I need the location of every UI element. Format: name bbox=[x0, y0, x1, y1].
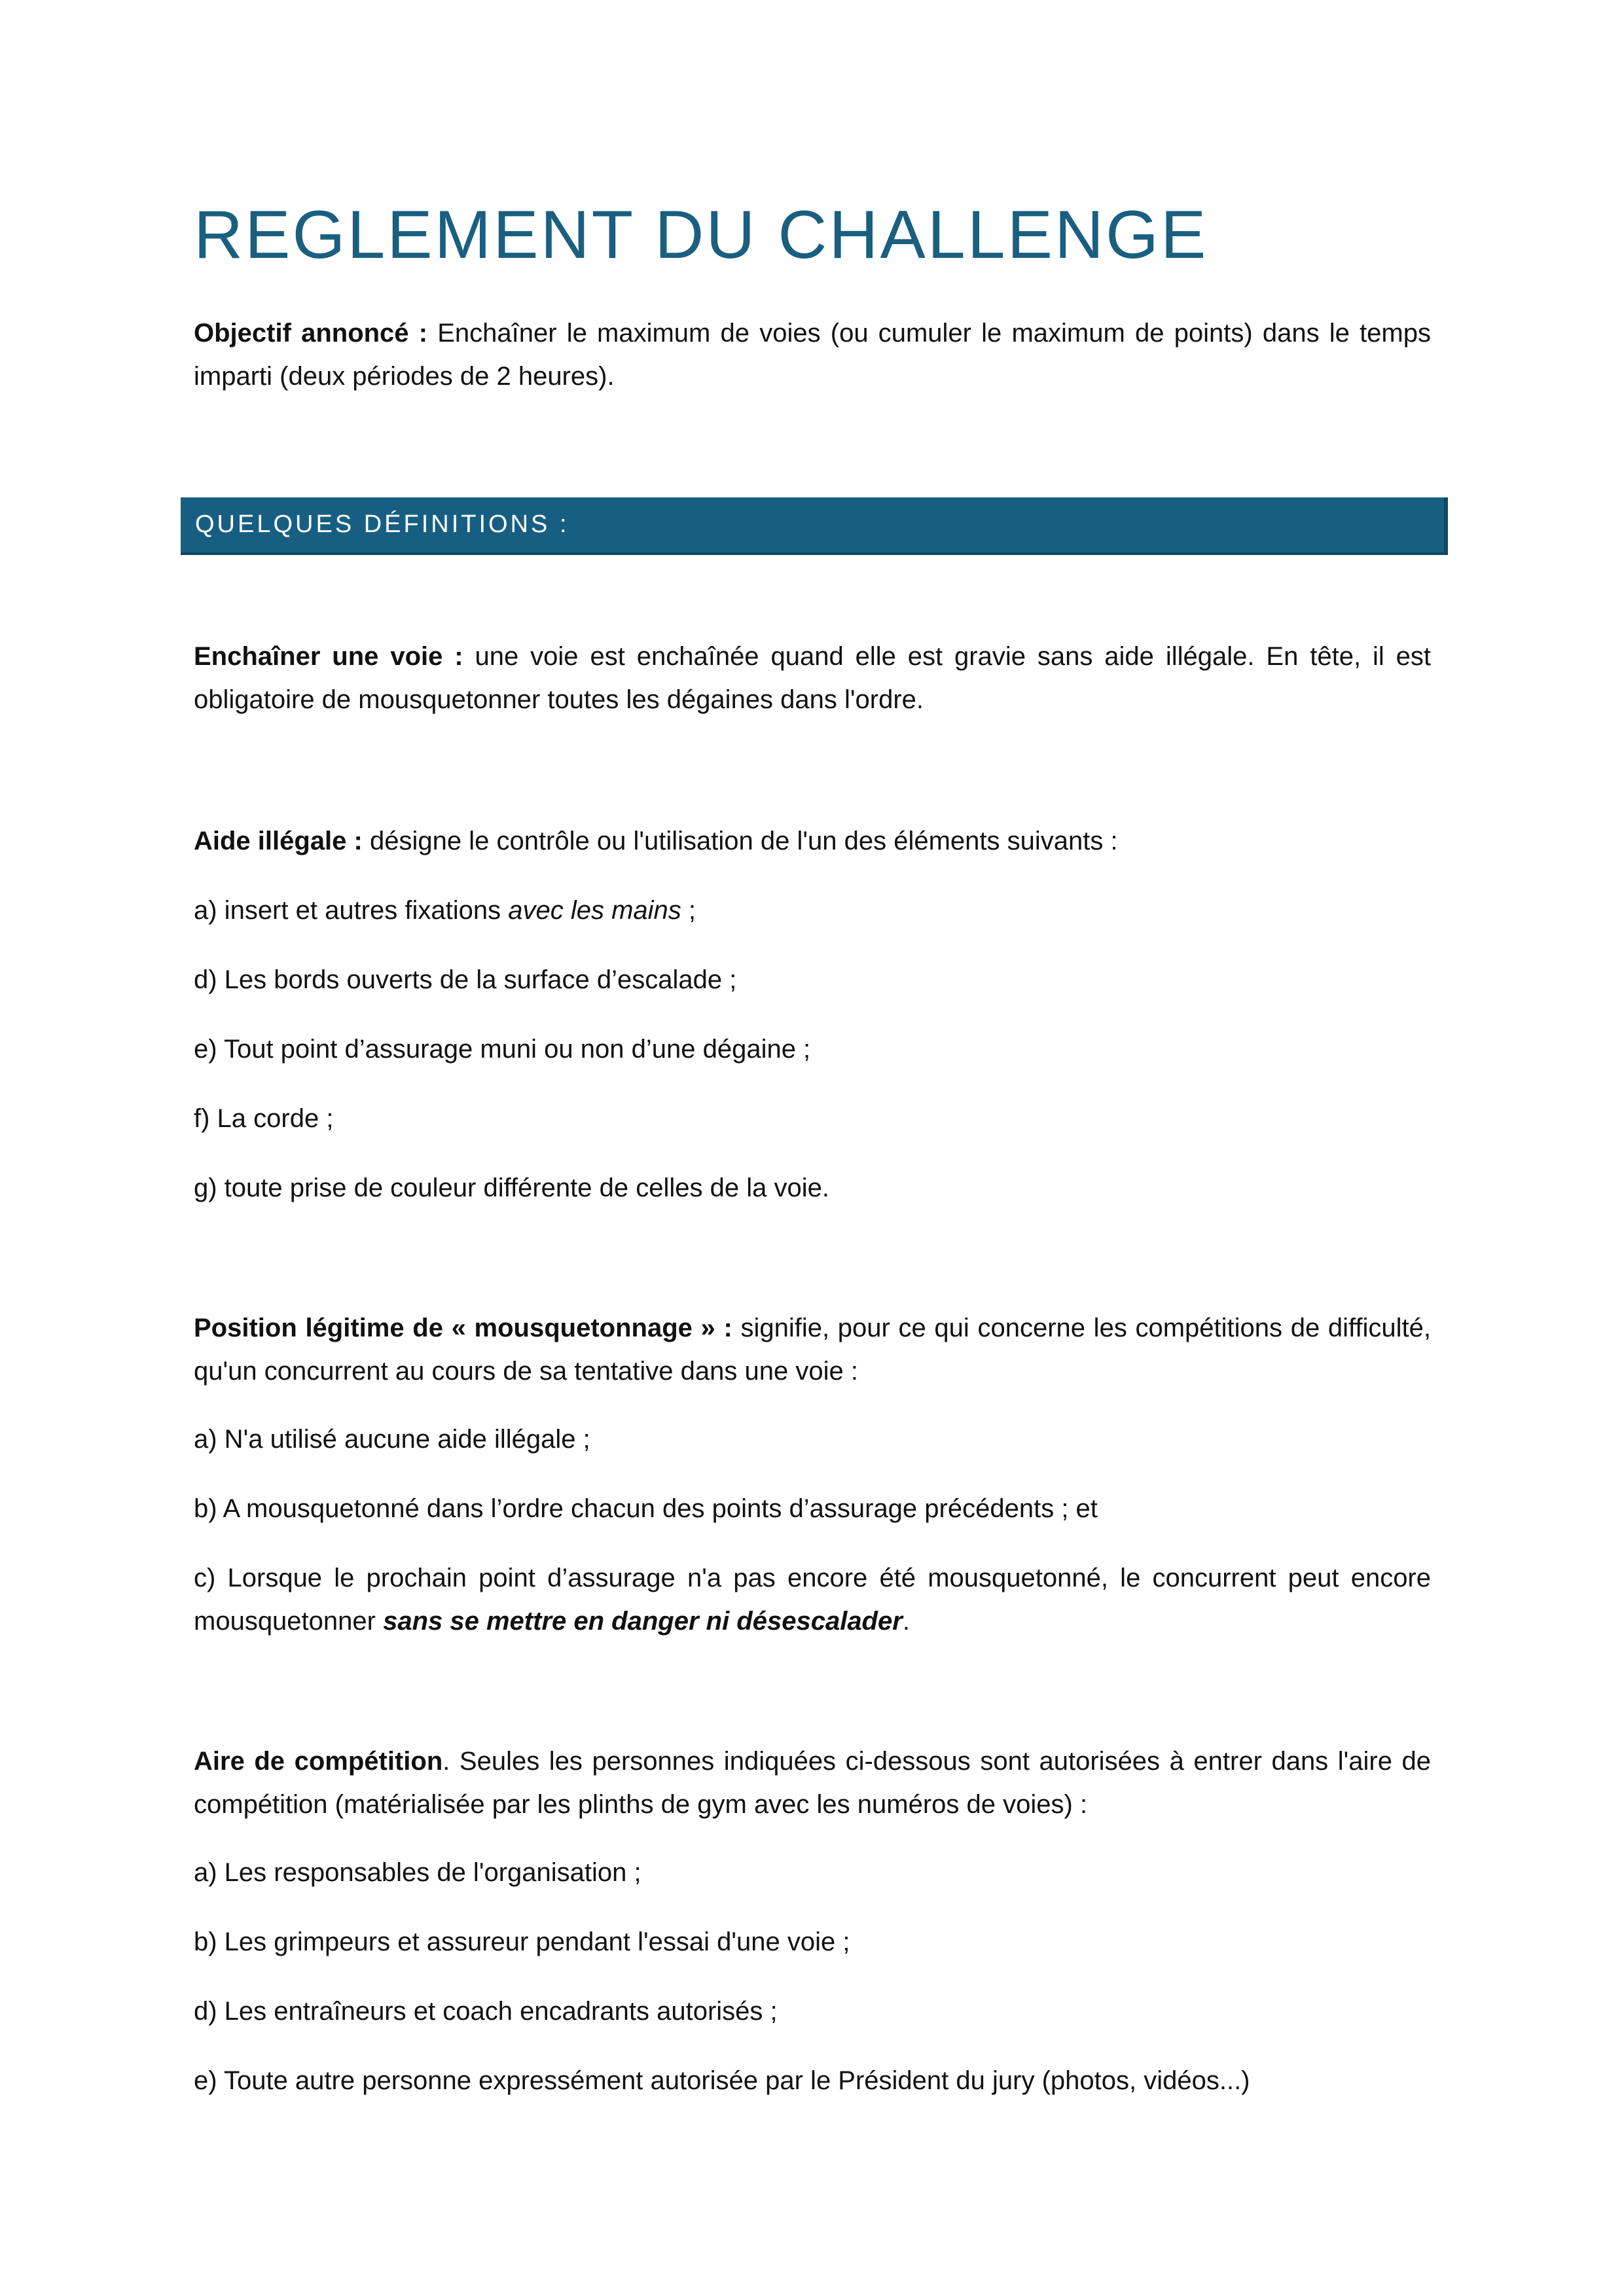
objective-paragraph bbox=[194, 312, 1431, 398]
objective-text: Enchaîner le maximum de voies (ou cumuler le maximum de points) dans le temps imparti (deux périodes de 2 heures). bbox=[194, 319, 1431, 391]
aide-item-a-prefix: a) insert et autres fixations bbox=[194, 896, 509, 925]
position-item-c bbox=[194, 1556, 1431, 1643]
section-banner bbox=[181, 497, 1448, 555]
aire-item-e: e) Toute autre personne expressément autorisée par le Président du jury (photos, vidéos...) bbox=[194, 2066, 1250, 2095]
definition-aire bbox=[194, 1740, 1431, 1826]
aide-item-g: g) toute prise de couleur différente de celles de la voie. bbox=[194, 1174, 829, 1202]
definition-aide bbox=[194, 819, 1118, 863]
position-text: signifie, pour ce qui concerne les compétitions de difficulté, qu'un concurrent au cours de sa tentative dans une voie : bbox=[194, 1314, 1432, 1386]
aire-item-a: a) Les responsables de l'organisation ; bbox=[194, 1858, 641, 1887]
aide-item-a bbox=[194, 889, 696, 932]
aide-item-d: d) Les bords ouverts de la surface d’escalade ; bbox=[194, 965, 737, 994]
aire-text: . Seules les personnes indiquées ci-dessous sont autorisées à entrer dans l'aire de compétition (matérialisée par les plinths de gym avec les numéros de voies) : bbox=[194, 1747, 1431, 1819]
aide-text: désigne le contrôle ou l'utilisation de l'un des éléments suivants : bbox=[362, 827, 1118, 855]
aire-item-d: d) Les entraîneurs et coach encadrants autorisés ; bbox=[194, 1997, 778, 2026]
position-label: Position légitime de « mousquetonnage » : bbox=[194, 1314, 732, 1342]
aide-label: Aide illégale : bbox=[194, 827, 363, 855]
position-item-b: b) A mousquetonné dans l’ordre chacun des points d’assurage précédents ; et bbox=[194, 1494, 1098, 1523]
aire-item-b: b) Les grimpeurs et assureur pendant l'essai d'une voie ; bbox=[194, 1928, 850, 1956]
aide-item-a-italic: avec les mains bbox=[508, 896, 681, 925]
definition-position bbox=[194, 1306, 1431, 1393]
objective-label: Objectif annoncé : bbox=[194, 319, 428, 348]
position-item-c-suffix: . bbox=[902, 1607, 910, 1636]
document-title: REGLEMENT DU CHALLENGE bbox=[194, 197, 1208, 273]
position-item-c-emphasis: sans se mettre en danger ni désescalader bbox=[383, 1607, 903, 1636]
aire-label: Aire de compétition bbox=[194, 1747, 443, 1776]
aide-item-a-suffix: ; bbox=[681, 896, 696, 925]
enchainer-label: Enchaîner une voie : bbox=[194, 642, 463, 671]
aide-item-f: f) La corde ; bbox=[194, 1104, 334, 1133]
definition-enchainer bbox=[194, 635, 1431, 721]
aide-item-e: e) Tout point d’assurage muni ou non d’une dégaine ; bbox=[194, 1035, 811, 1064]
section-banner-title: QUELQUES DÉFINITIONS : bbox=[195, 511, 569, 538]
position-item-c-prefix: c) Lorsque le prochain point d’assurage n'a pas encore été mousquetonné, le concurrent peut encore mousquetonner bbox=[194, 1564, 1431, 1636]
enchainer-text: une voie est enchaînée quand elle est gravie sans aide illégale. En tête, il est obligatoire de mousquetonner toutes les dégaines dans l'ordre. bbox=[194, 642, 1432, 714]
position-item-a: a) N'a utilisé aucune aide illégale ; bbox=[194, 1425, 590, 1454]
